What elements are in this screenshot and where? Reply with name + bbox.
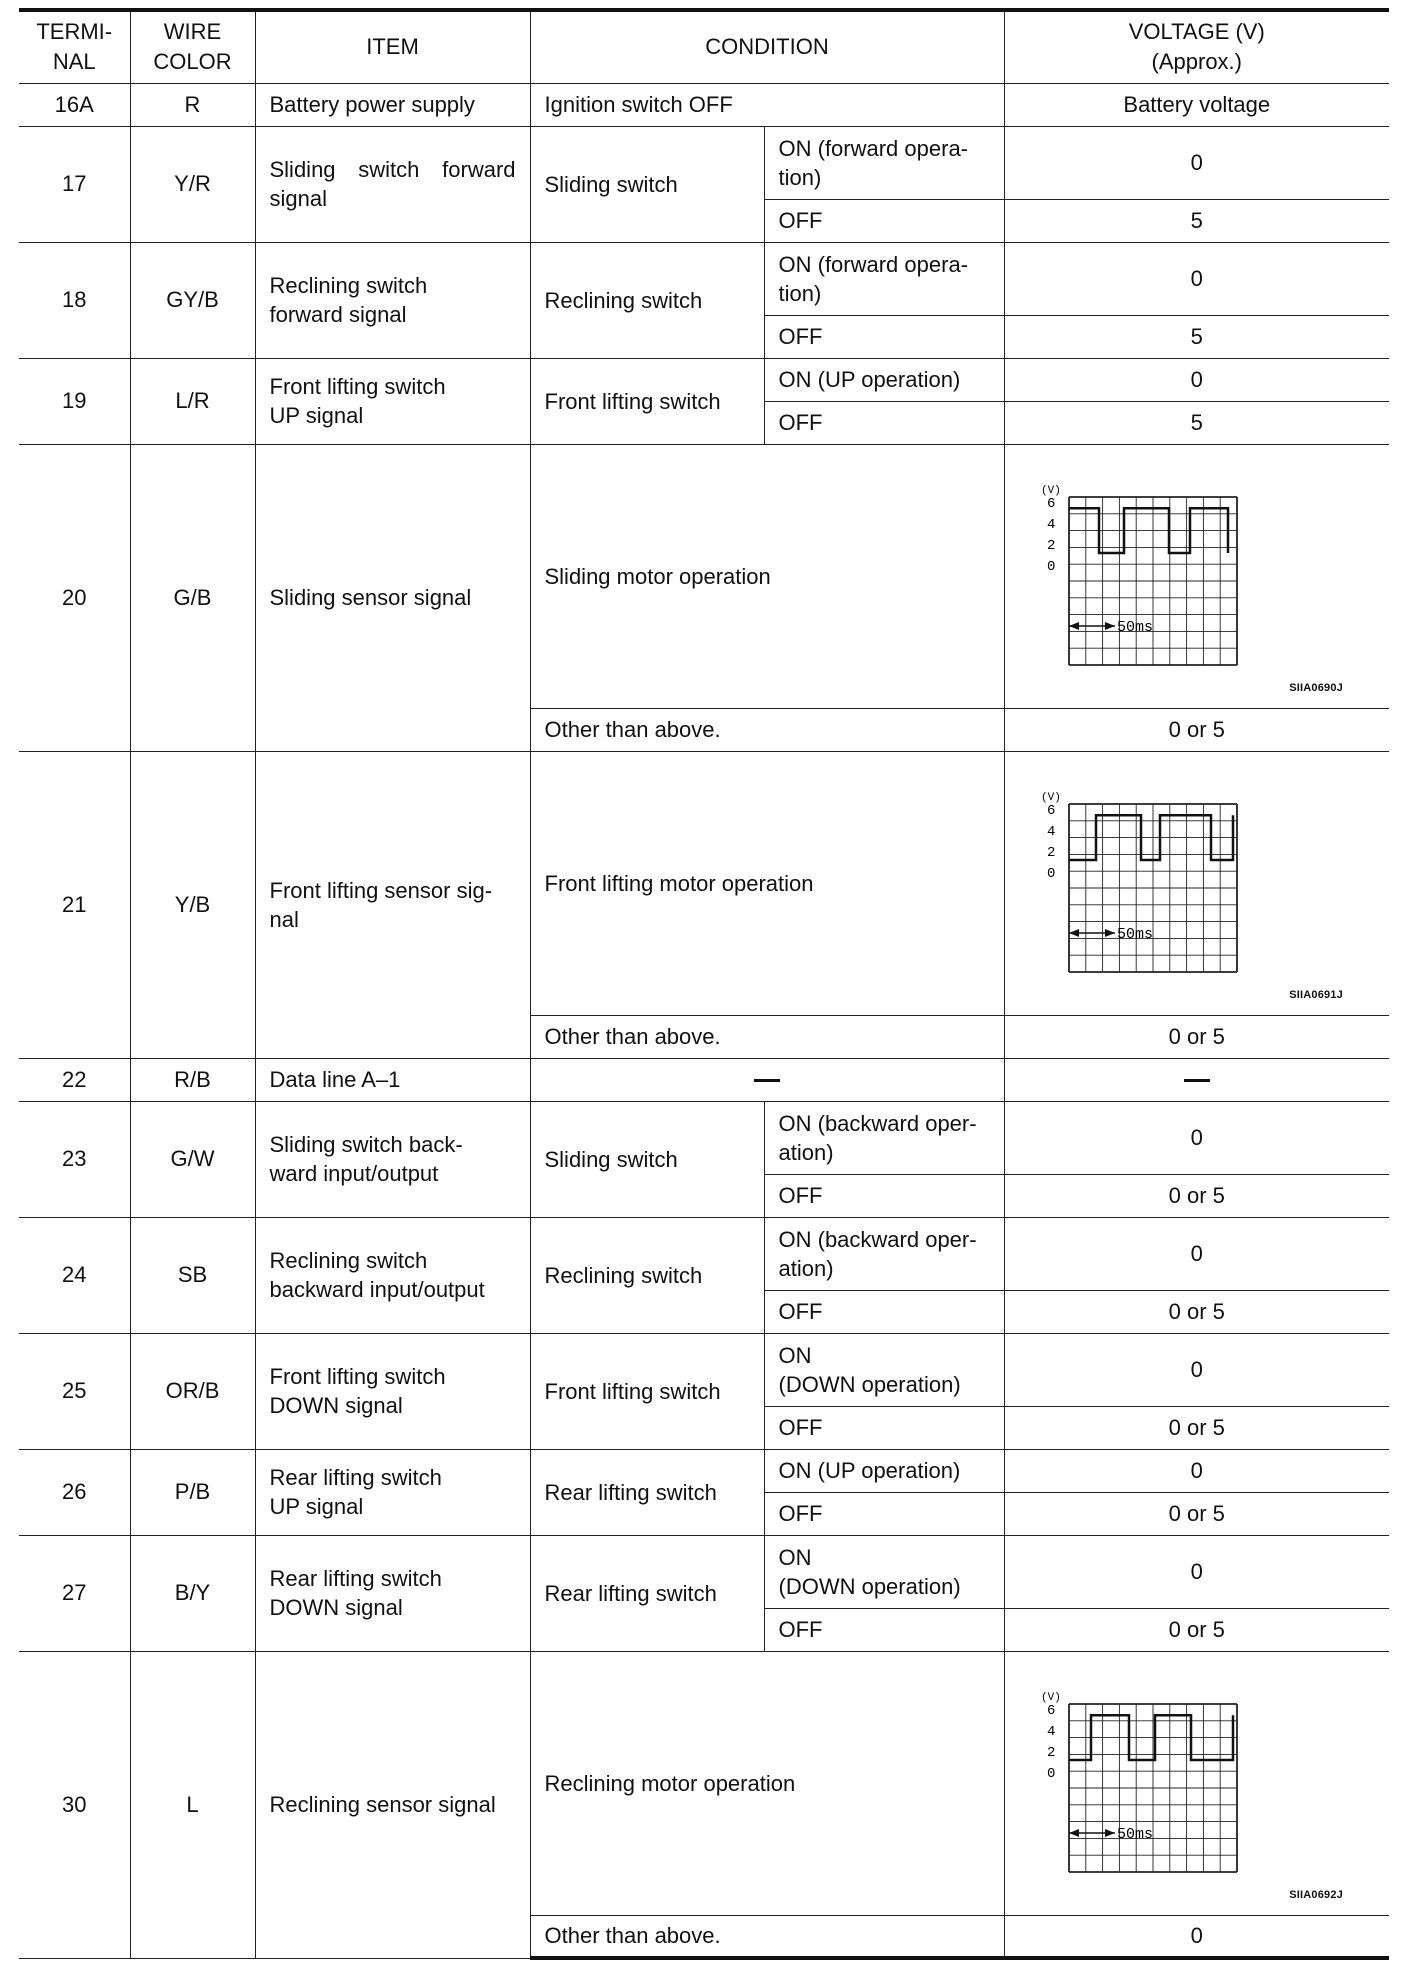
scale-label: 6 (1046, 802, 1055, 819)
terminal-cell: 18 (19, 242, 130, 358)
table-row (19, 1058, 1389, 1101)
table-row (19, 242, 1389, 315)
arrow-head-right (1105, 622, 1115, 630)
terminal-cell: 22 (19, 1058, 130, 1101)
unit-label: (V) (1040, 1691, 1061, 1704)
sub-condition-cell: OFF (764, 199, 1004, 242)
scale-label: 2 (1046, 1744, 1055, 1761)
voltage-cell: 0 or 5 (1004, 708, 1389, 751)
arrow-head-left (1069, 1829, 1079, 1837)
wire-color-cell: L (130, 1651, 255, 1958)
table-row (19, 1449, 1389, 1492)
header-condition: CONDITION (530, 10, 1004, 83)
item-cell: Reclining sensor signal (255, 1651, 530, 1958)
figure-code: SIIA0692J (1289, 1888, 1344, 1901)
item-cell: Rear lifting switch DOWN signal (255, 1535, 530, 1651)
sub-condition-cell: OFF (764, 315, 1004, 358)
scale-label: 0 (1046, 865, 1055, 882)
item-cell: Sliding switch forward signal (255, 126, 530, 242)
condition-cell: Reclining switch (530, 242, 764, 358)
terminal-cell: 21 (19, 751, 130, 1058)
voltage-cell: 5 (1004, 199, 1389, 242)
table-row (19, 83, 1389, 126)
voltage-cell: 0 or 5 (1004, 1608, 1389, 1651)
voltage-cell: 0 (1004, 1915, 1389, 1958)
table-row (19, 1101, 1389, 1174)
header-item: ITEM (255, 10, 530, 83)
sub-condition-cell: OFF (764, 1608, 1004, 1651)
wire-color-cell: B/Y (130, 1535, 255, 1651)
em-dash (754, 1079, 780, 1082)
condition-cell: Front lifting switch (530, 1333, 764, 1449)
sub-condition-cell: ON (backward oper- ation) (764, 1217, 1004, 1290)
voltage-cell: 5 (1004, 315, 1389, 358)
scale-label: 2 (1046, 537, 1055, 554)
item-cell: Sliding sensor signal (255, 444, 530, 751)
header-row (19, 10, 1389, 83)
condition-cell: Other than above. (530, 1915, 1004, 1958)
sub-condition-cell: ON (forward opera- tion) (764, 126, 1004, 199)
condition-cell (530, 1058, 1004, 1101)
waveform-cell (1004, 1651, 1389, 1915)
sub-condition-cell: ON (UP operation) (764, 1449, 1004, 1492)
sub-condition-cell: OFF (764, 1174, 1004, 1217)
voltage-cell: 5 (1004, 401, 1389, 444)
item-cell: Front lifting sensor sig- nal (255, 751, 530, 1058)
condition-cell: Front lifting motor operation (530, 751, 1004, 1015)
unit-label: (V) (1040, 791, 1061, 804)
sub-condition-cell: ON (forward opera- tion) (764, 242, 1004, 315)
sub-condition-cell: OFF (764, 1406, 1004, 1449)
wire-color-cell: L/R (130, 358, 255, 444)
header-terminal: TERMI- NAL (19, 10, 130, 83)
wire-color-cell: R (130, 83, 255, 126)
time-label: 50ms (1116, 925, 1153, 943)
wire-color-cell: R/B (130, 1058, 255, 1101)
table-row (19, 1217, 1389, 1290)
wire-color-cell: Y/R (130, 126, 255, 242)
sub-condition-cell: OFF (764, 401, 1004, 444)
item-cell: Front lifting switch DOWN signal (255, 1333, 530, 1449)
em-dash (1184, 1079, 1210, 1082)
wire-color-cell: G/W (130, 1101, 255, 1217)
terminal-cell: 25 (19, 1333, 130, 1449)
condition-cell: Sliding motor operation (530, 444, 1004, 708)
terminal-cell: 20 (19, 444, 130, 751)
unit-label: (V) (1040, 484, 1061, 497)
waveform-graph-reclining (1037, 1688, 1282, 1884)
terminal-cell: 30 (19, 1651, 130, 1958)
condition-cell: Rear lifting switch (530, 1449, 764, 1535)
voltage-cell: 0 or 5 (1004, 1406, 1389, 1449)
terminal-cell: 24 (19, 1217, 130, 1333)
condition-cell: Sliding switch (530, 126, 764, 242)
table-row (19, 358, 1389, 401)
voltage-cell: Battery voltage (1004, 83, 1389, 126)
wire-color-cell: SB (130, 1217, 255, 1333)
scale-label: 2 (1046, 844, 1055, 861)
table-row (19, 1333, 1389, 1406)
voltage-cell: 0 (1004, 1449, 1389, 1492)
condition-cell: Ignition switch OFF (530, 83, 1004, 126)
arrow-head-left (1069, 622, 1079, 630)
sub-condition-cell: ON (backward oper- ation) (764, 1101, 1004, 1174)
condition-cell: Front lifting switch (530, 358, 764, 444)
scale-label: 4 (1046, 823, 1055, 840)
voltage-cell: 0 (1004, 1333, 1389, 1406)
arrow-head-right (1105, 929, 1115, 937)
wire-color-cell: OR/B (130, 1333, 255, 1449)
table-row (19, 126, 1389, 199)
scale-label: 4 (1046, 1723, 1055, 1740)
scale-label: 6 (1046, 495, 1055, 512)
voltage-cell: 0 (1004, 358, 1389, 401)
table-row (19, 1535, 1389, 1608)
figure-code: SIIA0691J (1289, 988, 1344, 1001)
time-label: 50ms (1116, 1825, 1153, 1843)
item-cell: Reclining switch backward input/output (255, 1217, 530, 1333)
waveform-graph-front-lifting (1037, 788, 1282, 984)
scale-label: 6 (1046, 1702, 1055, 1719)
item-cell: Data line A–1 (255, 1058, 530, 1101)
condition-cell: Reclining switch (530, 1217, 764, 1333)
waveform-cell (1004, 751, 1389, 1015)
time-label: 50ms (1116, 618, 1153, 636)
voltage-cell (1004, 1058, 1389, 1101)
wire-color-cell: GY/B (130, 242, 255, 358)
voltage-cell: 0 (1004, 1535, 1389, 1608)
voltage-cell: 0 (1004, 242, 1389, 315)
arrow-head-right (1105, 1829, 1115, 1837)
wire-color-cell: Y/B (130, 751, 255, 1058)
voltage-cell: 0 or 5 (1004, 1290, 1389, 1333)
condition-cell: Sliding switch (530, 1101, 764, 1217)
terminal-cell: 17 (19, 126, 130, 242)
sub-condition-cell: OFF (764, 1290, 1004, 1333)
scale-label: 0 (1046, 558, 1055, 575)
figure-code: SIIA0690J (1289, 681, 1344, 694)
condition-cell: Other than above. (530, 1015, 1004, 1058)
header-wire-color: WIRE COLOR (130, 10, 255, 83)
scale-label: 4 (1046, 516, 1055, 533)
waveform-cell (1004, 444, 1389, 708)
terminal-cell: 27 (19, 1535, 130, 1651)
voltage-cell: 0 (1004, 1217, 1389, 1290)
header-voltage: VOLTAGE (V) (Approx.) (1004, 10, 1389, 83)
terminal-cell: 23 (19, 1101, 130, 1217)
item-cell: Rear lifting switch UP signal (255, 1449, 530, 1535)
sub-condition-cell: ON (DOWN operation) (764, 1535, 1004, 1608)
sub-condition-cell: OFF (764, 1492, 1004, 1535)
voltage-cell: 0 (1004, 126, 1389, 199)
item-cell: Sliding switch back- ward input/output (255, 1101, 530, 1217)
item-cell: Battery power supply (255, 83, 530, 126)
condition-cell: Reclining motor operation (530, 1651, 1004, 1915)
terminal-spec-table (19, 8, 1389, 1960)
arrow-head-left (1069, 929, 1079, 937)
terminal-cell: 26 (19, 1449, 130, 1535)
sub-condition-cell: ON (UP operation) (764, 358, 1004, 401)
terminal-cell: 19 (19, 358, 130, 444)
voltage-cell: 0 (1004, 1101, 1389, 1174)
terminal-cell: 16A (19, 83, 130, 126)
voltage-cell: 0 or 5 (1004, 1174, 1389, 1217)
item-cell: Front lifting switch UP signal (255, 358, 530, 444)
scale-label: 0 (1046, 1765, 1055, 1782)
table-row (19, 751, 1389, 1015)
sub-condition-cell: ON (DOWN operation) (764, 1333, 1004, 1406)
wire-color-cell: P/B (130, 1449, 255, 1535)
table-row (19, 1651, 1389, 1915)
voltage-cell: 0 or 5 (1004, 1015, 1389, 1058)
wire-color-cell: G/B (130, 444, 255, 751)
item-cell: Reclining switch forward signal (255, 242, 530, 358)
voltage-cell: 0 or 5 (1004, 1492, 1389, 1535)
condition-cell: Rear lifting switch (530, 1535, 764, 1651)
table-row (19, 444, 1389, 708)
condition-cell: Other than above. (530, 708, 1004, 751)
waveform-graph-sliding (1037, 481, 1282, 677)
